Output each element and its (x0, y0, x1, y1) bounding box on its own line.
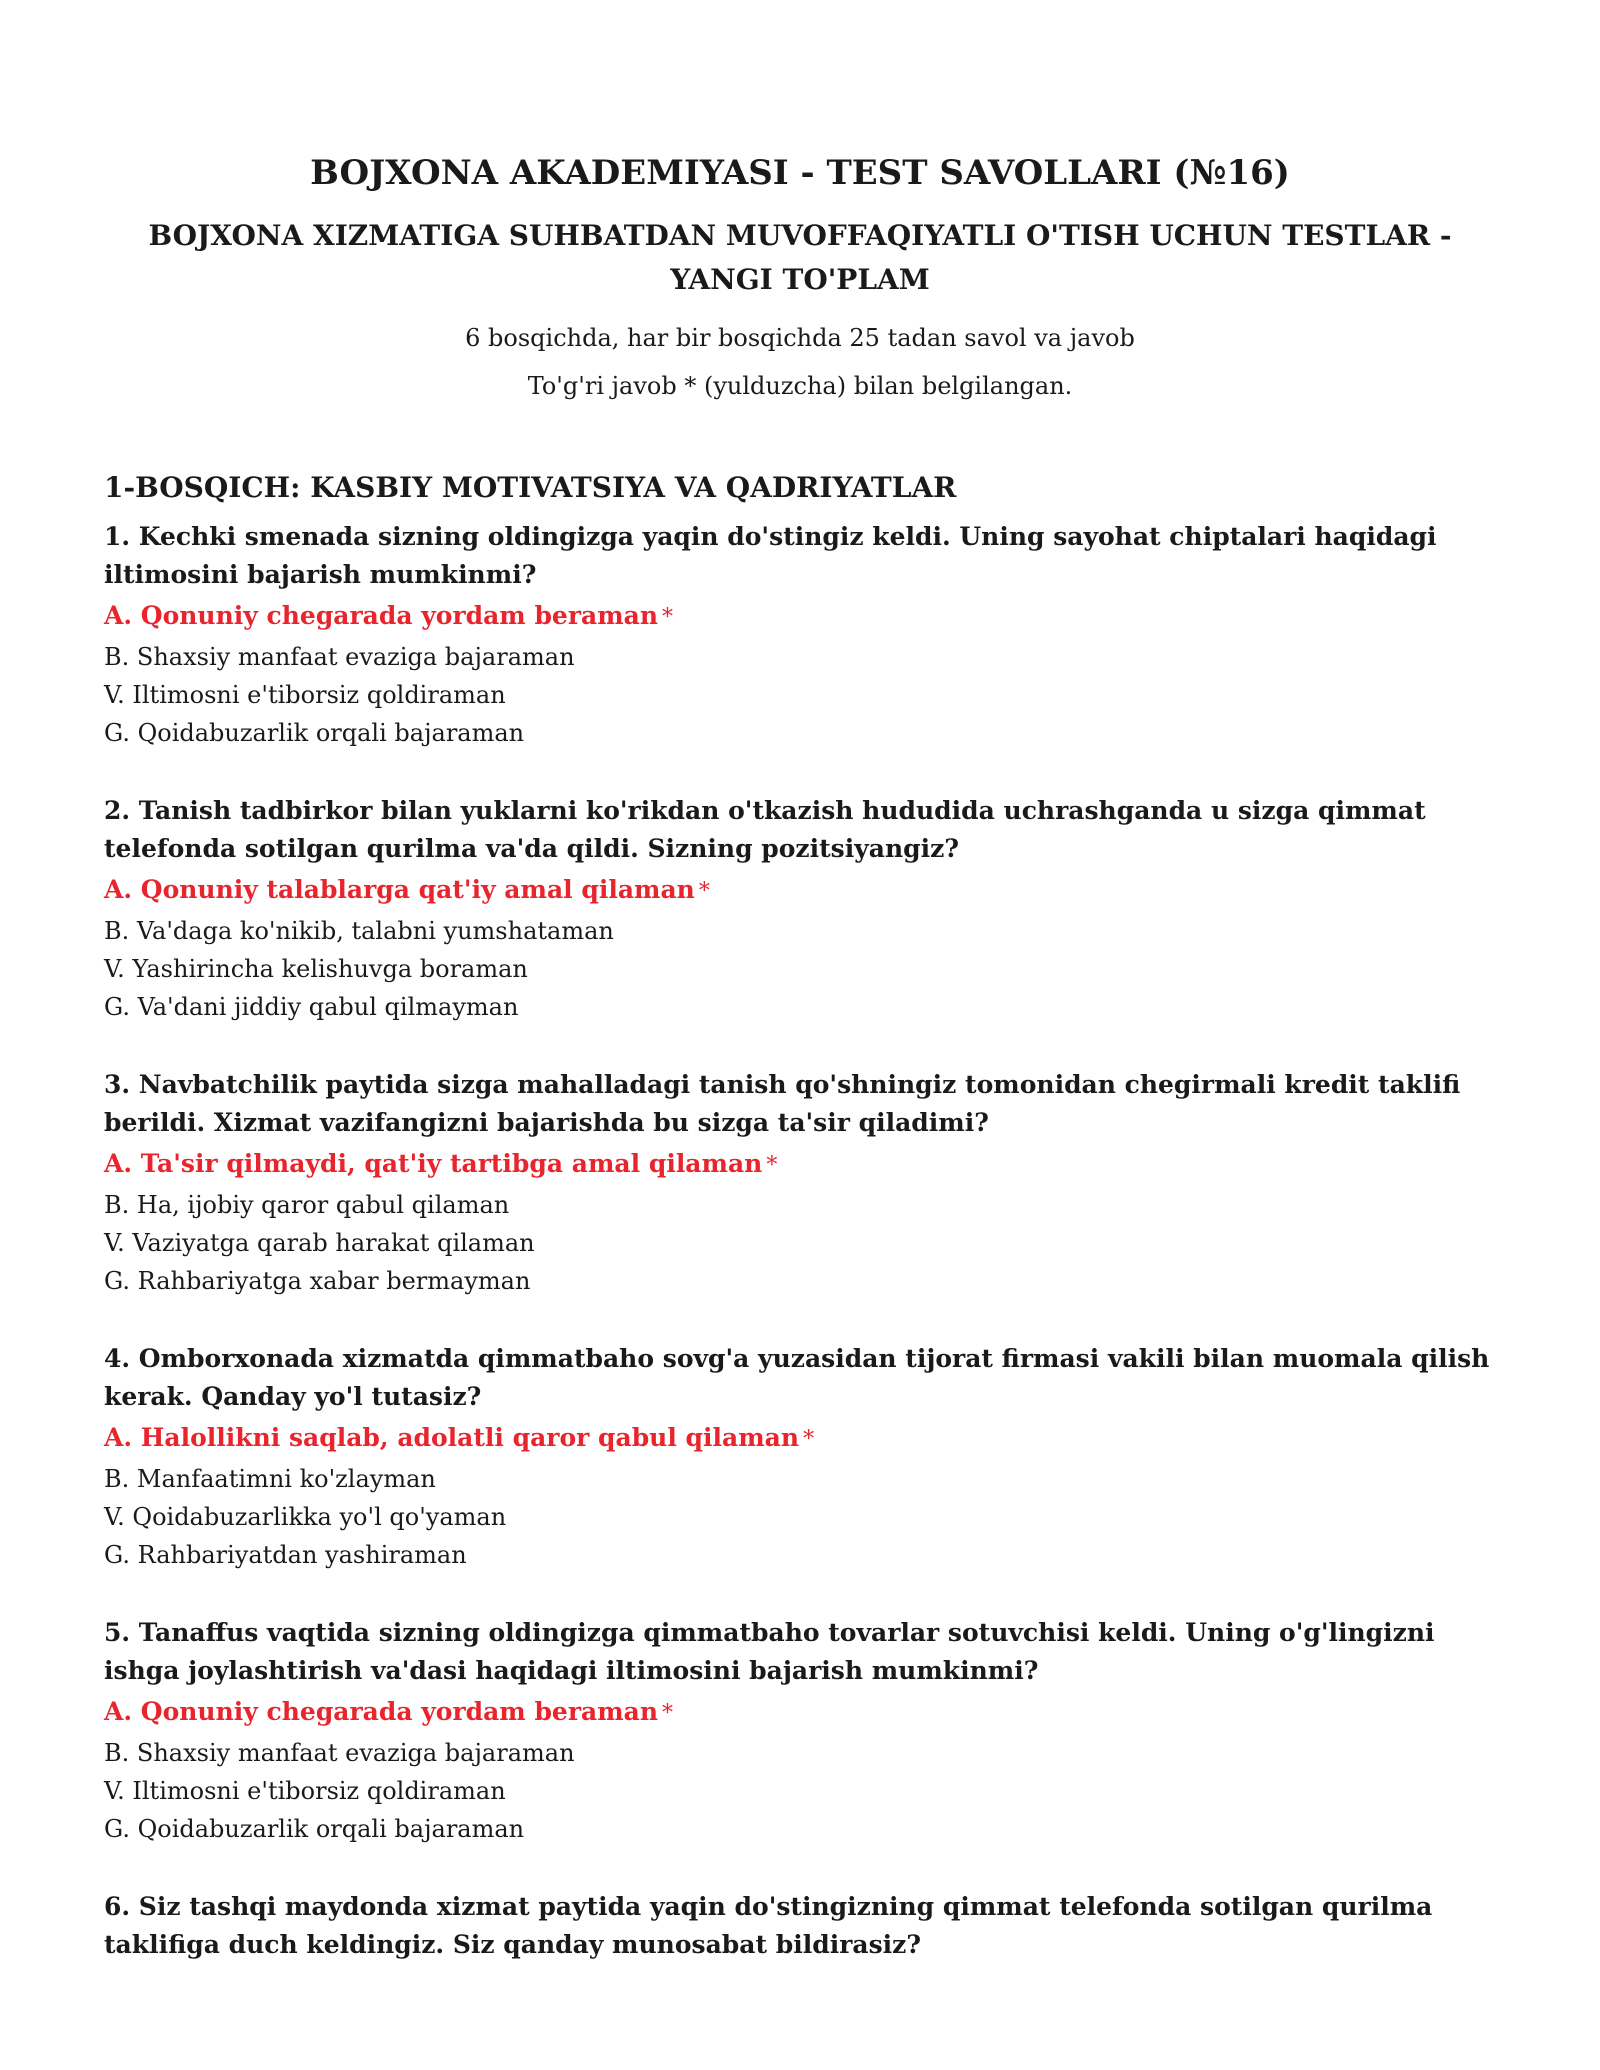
question-6 (104, 1888, 1496, 1964)
correct-answer-text: A. Qonuniy talablarga qat'iy amal qilaman (104, 875, 695, 904)
star-marker: * (766, 1153, 778, 1178)
document-title: BOJXONA AKADEMIYASI - TEST SAVOLLARI (№16) (310, 153, 1290, 193)
correct-answer (104, 596, 1496, 638)
star-marker: * (662, 605, 674, 630)
answer-option-g: G. Rahbariyatdan yashiraman (104, 1541, 467, 1569)
answer-option-g: G. Qoidabuzarlik orqali bajaraman (104, 1815, 525, 1843)
intro-note-stages: 6 bosqichda, har bir bosqichda 25 tadan savol va javob (465, 324, 1135, 352)
star-marker: * (803, 1427, 815, 1452)
correct-answer (104, 1418, 1496, 1460)
correct-answer (104, 1144, 1496, 1186)
answer-option-v: V. Yashirincha kelishuvga boraman (104, 955, 528, 983)
answer-option-g: G. Rahbariyatga xabar bermayman (104, 1267, 531, 1295)
question-2 (104, 792, 1496, 1026)
answer-option-b: B. Va'daga ko'nikib, talabni yumshataman (104, 917, 614, 945)
correct-answer-text: A. Qonuniy chegarada yordam beraman (104, 1697, 659, 1726)
answer-option-b: B. Ha, ijobiy qaror qabul qilaman (104, 1191, 510, 1219)
answer-option-v: V. Iltimosni e'tiborsiz qoldiraman (104, 681, 506, 709)
correct-answer-text: A. Halollikni saqlab, adolatli qaror qabul qilaman (104, 1423, 800, 1452)
correct-answer-text: A. Qonuniy chegarada yordam beraman (104, 601, 659, 630)
answer-option-v: V. Qoidabuzarlikka yo'l qo'yaman (104, 1503, 507, 1531)
question-text: 5. Tanaffus vaqtida sizning oldingizga qimmatbaho tovarlar sotuvchisi keldi. Uning o'g'lingizni ishga joylashtirish va'dasi haqidagi iltimosini bajarish mumkinmi? (104, 1618, 1435, 1685)
answer-option-v: V. Iltimosni e'tiborsiz qoldiraman (104, 1777, 506, 1805)
document-subtitle: BOJXONA XIZMATIGA SUHBATDAN MUVOFFAQIYATLI O'TISH UCHUN TESTLAR - YANGI TO'PLAM (148, 219, 1452, 296)
section-title: 1-BOSQICH: KASBIY MOTIVATSIYA VA QADRIYATLAR (104, 471, 957, 504)
answer-option-b: B. Shaxsiy manfaat evaziga bajaraman (104, 643, 575, 671)
answer-option-g: G. Qoidabuzarlik orqali bajaraman (104, 719, 525, 747)
answer-option-g: G. Va'dani jiddiy qabul qilmayman (104, 993, 519, 1021)
question-text: 1. Kechki smenada sizning oldingizga yaqin do'stingiz keldi. Uning sayohat chiptalari haqidagi iltimosini bajarish mumkinmi? (104, 522, 1437, 589)
question-text: 3. Navbatchilik paytida sizga mahalladagi tanish qo'shningiz tomonidan chegirmali kredit taklifi berildi. Xizmat vazifangizni bajarishda bu sizga ta'sir qiladimi? (104, 1070, 1461, 1137)
question-4 (104, 1340, 1496, 1574)
question-5 (104, 1614, 1496, 1848)
star-marker: * (662, 1701, 674, 1726)
answer-option-v: V. Vaziyatga qarab harakat qilaman (104, 1229, 535, 1257)
question-text: 2. Tanish tadbirkor bilan yuklarni ko'rikdan o'tkazish hududida uchrashganda u sizga qimmat telefonda sotilgan qurilma va'da qildi. Sizning pozitsiyangiz? (104, 796, 1426, 863)
question-text: 4. Omborxonada xizmatda qimmatbaho sovg'a yuzasidan tijorat firmasi vakili bilan muomala qilish kerak. Qanday yo'l tutasiz? (104, 1344, 1490, 1411)
correct-answer-text: A. Ta'sir qilmaydi, qat'iy tartibga amal qilaman (104, 1149, 763, 1178)
question-text: 6. Siz tashqi maydonda xizmat paytida yaqin do'stingizning qimmat telefonda sotilgan qurilma taklifiga duch keldingiz. Siz qanday munosabat bildirasiz? (104, 1892, 1433, 1959)
correct-answer (104, 1692, 1496, 1734)
correct-answer (104, 870, 1496, 912)
answer-option-b: B. Manfaatimni ko'zlayman (104, 1465, 436, 1493)
answer-option-b: B. Shaxsiy manfaat evaziga bajaraman (104, 1739, 575, 1767)
intro-note-star-legend: To'g'ri javob * (yulduzcha) bilan belgilangan. (527, 372, 1073, 400)
question-1 (104, 518, 1496, 752)
question-3 (104, 1066, 1496, 1300)
star-marker: * (698, 879, 710, 904)
